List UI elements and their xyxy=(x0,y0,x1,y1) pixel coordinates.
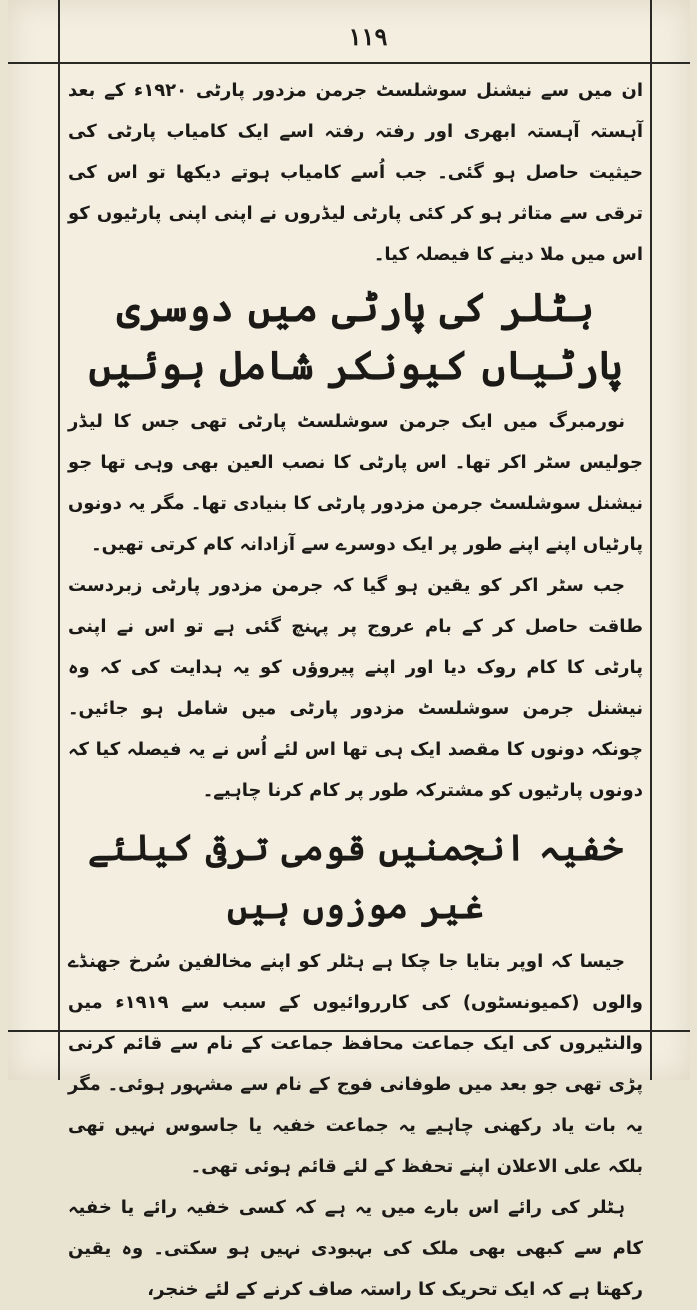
paragraph: جیسا کہ اوپر بتایا جا چکا ہے ہٹلر کو اپنے مخالفین سُرخ جھنڈے والوں (کمیونسٹوں) کی کارروائیوں کے سبب سے ۱۹۱۹ء میں والنٹیروں کی ایک جماعت محافظ جماعت کے نام سے قائم کرنی پڑی تھی جو بعد میں طوفانی فوج کے نام سے مشہور ہوئی۔ مگر یہ بات یاد رکھنی چاہیے یہ جماعت خفیہ یا جاسوس نہیں تھی بلکہ علی الاعلان اپنے تحفظ کے لئے قائم ہوئی تھی۔ xyxy=(68,951,643,1177)
page-body xyxy=(68,70,643,1300)
paragraph: جب سٹر اکر کو یقین ہو گیا کہ جرمن مزدور پارٹی زبردست طاقت حاصل کر کے بام عروج پر پہنچ گئی ہے تو اس نے اپنی پارٹی کا کام روک دیا اور اپنے پیروؤں کو یہ ہدایت کی کہ وہ نیشنل جرمن سوشلسٹ مزدور پارٹی میں شامل ہو جائیں۔ چونکہ دونوں کا مقصد ایک ہی تھا اس لئے اُس نے یہ فیصلہ کیا کہ دونوں پارٹیوں کو مشترکہ طور پر کام کرنا چاہیے۔ xyxy=(68,575,643,801)
paragraph: ان میں سے نیشنل سوشلسٹ جرمن مزدور پارٹی ۱۹۲۰ء کے بعد آہستہ آہستہ ابھری اور رفتہ رفتہ اسے ایک کامیاب پارٹی کی حیثیت حاصل ہو گئی۔ جب اُسے کامیاب ہوتے دیکھا تو اس کی ترقی سے متاثر ہو کر کئی پارٹی لیڈروں نے اپنی اپنی پارٹیوں کو اس میں ملا دینے کا فیصلہ کیا۔ xyxy=(68,80,643,265)
section-heading: ہٹلر کی پارٹی میں دوسری پارٹیاں کیونکر شامل ہوئیں xyxy=(88,284,623,389)
section-heading: خفیہ انجمنیں قومی ترقی کیلئے غیر موزوں ہیں xyxy=(87,827,624,927)
right-margin-rule xyxy=(650,0,652,1080)
page-number: ۱۱۹ xyxy=(348,22,388,51)
paragraph: ہٹلر کی رائے اس بارے میں یہ ہے کہ کسی خفیہ رائے یا خفیہ کام سے کبھی بھی ملک کی بہبودی نہیں ہو سکتی۔ وہ یقین رکھتا ہے کہ ایک تحریک کا راستہ صاف کرنے کے لئے خنجر، xyxy=(68,1197,643,1300)
left-margin-rule xyxy=(58,0,60,1080)
paragraph: نورمبرگ میں ایک جرمن سوشلسٹ پارٹی تھی جس کا لیڈر جولیس سٹر اکر تھا۔ اس پارٹی کا نصب العین بھی وہی تھا جو نیشنل سوشلسٹ جرمن مزدور پارٹی کا بنیادی تھا۔ مگر یہ دونوں پارٹیاں اپنے اپنے طور پر ایک دوسرے سے آزادانہ کام کرتی تھیں۔ xyxy=(68,411,643,555)
top-margin-rule xyxy=(8,62,690,64)
book-page xyxy=(8,0,690,1300)
